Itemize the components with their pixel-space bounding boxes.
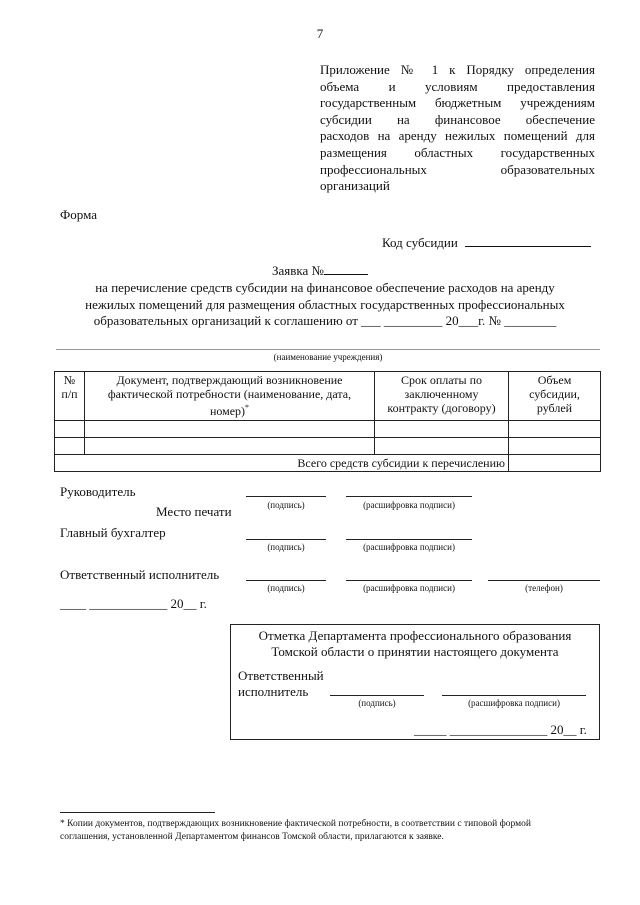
table-cell[interactable] (509, 438, 601, 455)
decoding-caption: (расшифровка подписи) (363, 500, 455, 510)
department-decoding-line[interactable] (442, 695, 586, 696)
table-cell[interactable] (85, 421, 375, 438)
page-number: 7 (316, 26, 324, 41)
head-label: Руководитель (60, 484, 136, 499)
application-title-text: Заявка № (272, 263, 324, 278)
total-label: Всего средств субсидии к перечислению (55, 455, 509, 472)
executor-label: Ответственный исполнитель (60, 567, 220, 582)
purpose-line: образовательных организаций к соглашению от ___ _________ 20___г. № ________ (93, 313, 557, 328)
decoding-caption: (расшифровка подписи) (363, 583, 455, 593)
table-total-row (55, 455, 601, 472)
head-signature-line[interactable] (246, 496, 326, 497)
header-term: Срок оплаты по заключенному контракту (договору) (375, 372, 509, 421)
appendix-line: размещения областных государственных (320, 144, 595, 160)
decoding-caption: (расшифровка подписи) (363, 542, 455, 552)
purpose-line: нежилых помещений для размещения областных государственных профессиональных (85, 296, 565, 312)
signature-caption: (подпись) (267, 500, 305, 510)
appendix-line: субсидии на финансовое обеспечение (320, 111, 595, 127)
subsidy-code-field[interactable] (465, 234, 591, 247)
table-header-row (55, 372, 601, 421)
documents-table (54, 371, 601, 472)
accountant-decoding-line[interactable] (346, 539, 472, 540)
appendix-line: организаций (320, 178, 390, 194)
executor-phone-line[interactable] (488, 580, 600, 581)
appendix-line: государственным бюджетным учреждениям (320, 95, 595, 111)
accountant-label: Главный бухгалтер (60, 525, 166, 540)
footnote-line: соглашения, установленной Департаментом финансов Томской области, прилагаются к заявке. (60, 832, 444, 842)
footnote (60, 818, 600, 844)
purpose-line: на перечисление средств субсидии на финансовое обеспечение расходов на аренду (95, 280, 555, 295)
department-executor-line: Ответственный (238, 668, 324, 683)
signature-caption: (подпись) (267, 583, 305, 593)
department-title-line: Отметка Департамента профессионального образования (258, 628, 572, 643)
application-purpose (60, 280, 590, 330)
header-document (85, 372, 375, 421)
institution-name-field[interactable] (56, 349, 600, 350)
application-number-field[interactable] (324, 262, 368, 275)
subsidy-code (382, 234, 591, 251)
table-cell[interactable] (375, 438, 509, 455)
table-cell[interactable] (509, 421, 601, 438)
subsidy-code-label: Код субсидии (382, 235, 458, 250)
executor-decoding-line[interactable] (346, 580, 472, 581)
appendix-line: профессиональных образовательных (320, 161, 595, 177)
table-row (55, 421, 601, 438)
header-document-text: Документ, подтверждающий возникновение фактической потребности (наименование, дата, номер) (107, 373, 352, 418)
department-title (232, 628, 598, 660)
signature-caption: (подпись) (358, 698, 396, 708)
appendix-line: объема и условиям предоставления (320, 78, 595, 94)
table-cell[interactable] (85, 438, 375, 455)
department-executor-line: исполнитель (238, 684, 309, 699)
department-title-line: Томской области о принятии настоящего документа (271, 644, 559, 659)
department-executor-label (238, 668, 324, 700)
total-value-cell[interactable] (509, 455, 601, 472)
header-num: № п/п (55, 372, 85, 421)
accountant-signature-line[interactable] (246, 539, 326, 540)
appendix-header (320, 62, 595, 195)
appendix-line: расходов на аренду нежилых помещений для (320, 128, 595, 144)
executor-signature-line[interactable] (246, 580, 326, 581)
institution-caption: (наименование учреждения) (273, 352, 383, 362)
decoding-caption: (расшифровка подписи) (468, 698, 560, 708)
signature-caption: (подпись) (267, 542, 305, 552)
date-line: ____ ____________ 20__ г. (60, 596, 207, 611)
head-decoding-line[interactable] (346, 496, 472, 497)
footnote-mark: * (245, 403, 250, 412)
form-label: Форма (60, 207, 97, 222)
phone-caption: (телефон) (525, 583, 563, 593)
footnote-line: * Копии документов, подтверждающих возникновение фактической потребности, в соответствии с типовой формой (60, 819, 532, 829)
table-cell[interactable] (55, 421, 85, 438)
table-cell[interactable] (375, 421, 509, 438)
table-cell[interactable] (55, 438, 85, 455)
seal-label: Место печати (156, 504, 232, 519)
department-signature-line[interactable] (330, 695, 424, 696)
table-row (55, 438, 601, 455)
footnote-divider (60, 812, 215, 813)
application-title (0, 262, 640, 279)
appendix-line: Приложение № 1 к Порядку определения (320, 62, 595, 77)
department-date: _____ _______________ 20__ г. (414, 722, 587, 737)
header-volume: Объем субсидии, рублей (509, 372, 601, 421)
